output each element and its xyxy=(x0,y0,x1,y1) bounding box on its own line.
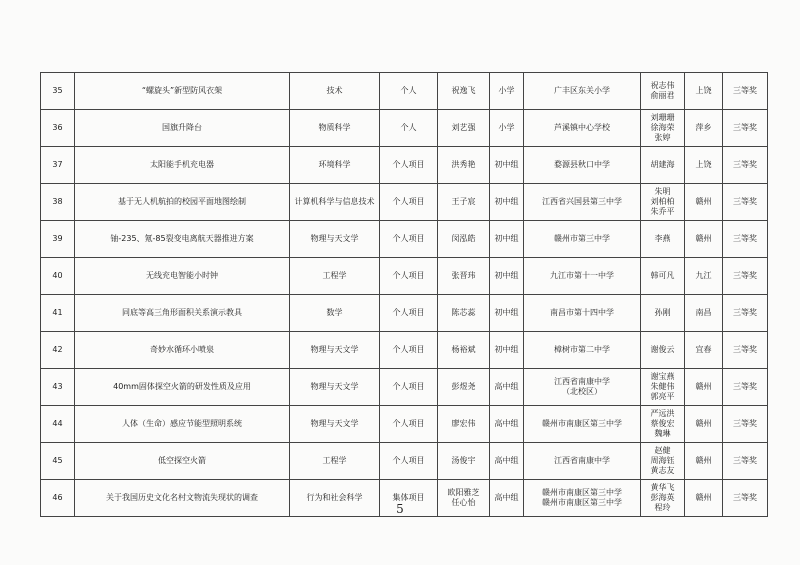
cell-school: 江西省南康中学 xyxy=(524,443,641,480)
table-row xyxy=(41,147,768,184)
cell-school: 芦溪镇中心学校 xyxy=(524,110,641,147)
cell-level: 初中组 xyxy=(490,184,524,221)
cell-level: 初中组 xyxy=(490,147,524,184)
cell-title: 低空探空火箭 xyxy=(75,443,290,480)
cell-type: 个人项目 xyxy=(380,147,438,184)
cell-type: 个人项目 xyxy=(380,369,438,406)
cell-title: 人体（生命）感应节能型照明系统 xyxy=(75,406,290,443)
cell-type: 个人项目 xyxy=(380,406,438,443)
table-row xyxy=(41,73,768,110)
cell-award: 三等奖 xyxy=(723,73,768,110)
cell-author: 洪秀艳 xyxy=(438,147,490,184)
cell-teacher: 韩可凡 xyxy=(641,258,685,295)
cell-award: 三等奖 xyxy=(723,110,768,147)
cell-title: 太阳能手机充电器 xyxy=(75,147,290,184)
cell-category: 工程学 xyxy=(290,258,380,295)
cell-no: 38 xyxy=(41,184,75,221)
cell-no: 36 xyxy=(41,110,75,147)
cell-type: 个人项目 xyxy=(380,221,438,258)
cell-award: 三等奖 xyxy=(723,443,768,480)
cell-level: 高中组 xyxy=(490,406,524,443)
cell-author: 刘艺强 xyxy=(438,110,490,147)
cell-type: 个人 xyxy=(380,110,438,147)
cell-author: 汤俊宇 xyxy=(438,443,490,480)
cell-author: 彭煜尧 xyxy=(438,369,490,406)
table-row xyxy=(41,369,768,406)
cell-level: 初中组 xyxy=(490,258,524,295)
cell-teacher: 胡建海 xyxy=(641,147,685,184)
cell-author: 陈芯蕊 xyxy=(438,295,490,332)
cell-award: 三等奖 xyxy=(723,221,768,258)
cell-title: 无线充电智能小时钟 xyxy=(75,258,290,295)
cell-region: 上饶 xyxy=(685,73,723,110)
cell-type: 个人项目 xyxy=(380,295,438,332)
cell-category: 物理与天文学 xyxy=(290,369,380,406)
cell-level: 小学 xyxy=(490,110,524,147)
cell-award: 三等奖 xyxy=(723,406,768,443)
cell-level: 高中组 xyxy=(490,480,524,517)
cell-category: 物质科学 xyxy=(290,110,380,147)
cell-type: 个人项目 xyxy=(380,332,438,369)
cell-award: 三等奖 xyxy=(723,332,768,369)
cell-author: 祝逸飞 xyxy=(438,73,490,110)
cell-category: 物理与天文学 xyxy=(290,406,380,443)
table-row xyxy=(41,221,768,258)
table-row xyxy=(41,443,768,480)
cell-school: 赣州市南康区第三中学 赣州市南康区第三中学 xyxy=(524,480,641,517)
table-row xyxy=(41,332,768,369)
cell-title: 奇妙水循环小喷泉 xyxy=(75,332,290,369)
page-number: 5 xyxy=(396,502,404,516)
cell-teacher: 谢俊云 xyxy=(641,332,685,369)
cell-school: 赣州市南康区第三中学 xyxy=(524,406,641,443)
cell-region: 赣州 xyxy=(685,480,723,517)
cell-no: 45 xyxy=(41,443,75,480)
cell-school: 南昌市第十四中学 xyxy=(524,295,641,332)
cell-category: 工程学 xyxy=(290,443,380,480)
cell-school: 广丰区东关小学 xyxy=(524,73,641,110)
cell-award: 三等奖 xyxy=(723,295,768,332)
cell-type: 个人项目 xyxy=(380,258,438,295)
cell-author: 杨裕斌 xyxy=(438,332,490,369)
cell-no: 43 xyxy=(41,369,75,406)
cell-level: 初中组 xyxy=(490,332,524,369)
cell-title: 同底等高三角形面积关系演示教具 xyxy=(75,295,290,332)
cell-award: 三等奖 xyxy=(723,369,768,406)
cell-title: 国旗升降台 xyxy=(75,110,290,147)
cell-author: 王子宸 xyxy=(438,184,490,221)
cell-award: 三等奖 xyxy=(723,147,768,184)
cell-region: 九江 xyxy=(685,258,723,295)
cell-teacher: 黄华飞 彭海英 程玲 xyxy=(641,480,685,517)
cell-school: 樟树市第二中学 xyxy=(524,332,641,369)
table-row xyxy=(41,110,768,147)
cell-region: 上饶 xyxy=(685,147,723,184)
cell-region: 萍乡 xyxy=(685,110,723,147)
cell-region: 赣州 xyxy=(685,443,723,480)
cell-category: 物理与天文学 xyxy=(290,221,380,258)
cell-school: 江西省兴国县第三中学 xyxy=(524,184,641,221)
cell-teacher: 朱明 刘柏柏 朱乔平 xyxy=(641,184,685,221)
cell-author: 欧阳雅芝 任心怡 xyxy=(438,480,490,517)
cell-author: 廖宏伟 xyxy=(438,406,490,443)
cell-teacher: 谢宝燕 朱健伟 郭亮平 xyxy=(641,369,685,406)
cell-no: 41 xyxy=(41,295,75,332)
cell-teacher: 赵健 周海钰 黄志友 xyxy=(641,443,685,480)
cell-no: 40 xyxy=(41,258,75,295)
cell-type: 个人项目 xyxy=(380,184,438,221)
cell-school: 赣州市第三中学 xyxy=(524,221,641,258)
table-row xyxy=(41,295,768,332)
cell-level: 初中组 xyxy=(490,295,524,332)
cell-type: 集体项目 xyxy=(380,480,438,517)
cell-no: 35 xyxy=(41,73,75,110)
cell-title: “螺旋头”新型防风衣架 xyxy=(75,73,290,110)
cell-teacher: 严远洪 蔡俊宏 魏琳 xyxy=(641,406,685,443)
cell-level: 高中组 xyxy=(490,443,524,480)
table-row xyxy=(41,184,768,221)
cell-region: 宜春 xyxy=(685,332,723,369)
cell-region: 赣州 xyxy=(685,406,723,443)
cell-school: 婺源县秋口中学 xyxy=(524,147,641,184)
cell-no: 39 xyxy=(41,221,75,258)
cell-category: 物理与天文学 xyxy=(290,332,380,369)
cell-title: 铀-235、氪-85裂变电离航天器推进方案 xyxy=(75,221,290,258)
cell-type: 个人 xyxy=(380,73,438,110)
cell-category: 环境科学 xyxy=(290,147,380,184)
cell-region: 赣州 xyxy=(685,369,723,406)
cell-category: 计算机科学与信息技术 xyxy=(290,184,380,221)
cell-author: 张晋玮 xyxy=(438,258,490,295)
cell-level: 小学 xyxy=(490,73,524,110)
cell-teacher: 李燕 xyxy=(641,221,685,258)
cell-category: 数学 xyxy=(290,295,380,332)
table-row xyxy=(41,406,768,443)
cell-school: 江西省南康中学 （北校区） xyxy=(524,369,641,406)
cell-no: 46 xyxy=(41,480,75,517)
cell-award: 三等奖 xyxy=(723,480,768,517)
awards-table xyxy=(40,72,768,517)
cell-level: 初中组 xyxy=(490,221,524,258)
cell-category: 技术 xyxy=(290,73,380,110)
cell-no: 37 xyxy=(41,147,75,184)
cell-region: 赣州 xyxy=(685,221,723,258)
cell-award: 三等奖 xyxy=(723,184,768,221)
cell-category: 行为和社会科学 xyxy=(290,480,380,517)
cell-author: 闵泓皓 xyxy=(438,221,490,258)
cell-type: 个人项目 xyxy=(380,443,438,480)
table-row xyxy=(41,258,768,295)
cell-title: 关于我国历史文化名村文物流失现状的调查 xyxy=(75,480,290,517)
cell-region: 赣州 xyxy=(685,184,723,221)
cell-title: 40mm固体探空火箭的研发性质及应用 xyxy=(75,369,290,406)
cell-no: 42 xyxy=(41,332,75,369)
cell-level: 高中组 xyxy=(490,369,524,406)
cell-teacher: 刘珊珊 徐海荣 张婷 xyxy=(641,110,685,147)
cell-title: 基于无人机航拍的校园平面地图绘制 xyxy=(75,184,290,221)
cell-no: 44 xyxy=(41,406,75,443)
cell-teacher: 祝志伟 俞丽君 xyxy=(641,73,685,110)
cell-region: 南昌 xyxy=(685,295,723,332)
cell-award: 三等奖 xyxy=(723,258,768,295)
cell-school: 九江市第十一中学 xyxy=(524,258,641,295)
cell-teacher: 孙刚 xyxy=(641,295,685,332)
